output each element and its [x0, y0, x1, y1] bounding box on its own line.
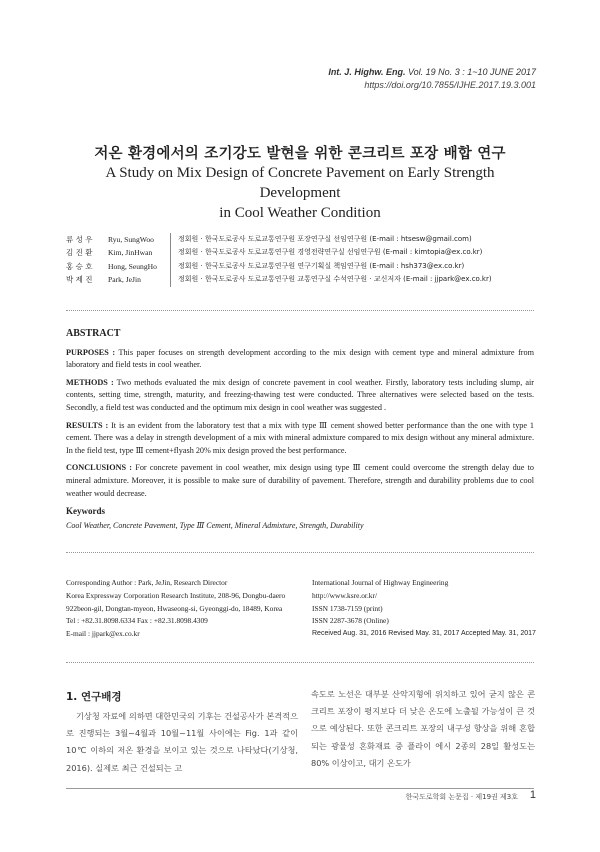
journal-info-line: ISSN 1738-7159 (print) — [312, 603, 383, 613]
author-name-ko: 류 성 우 — [66, 235, 93, 244]
body-column-right — [311, 686, 535, 772]
accepted-label: Accepted — [460, 630, 491, 638]
title-korean: 저온 환경에서의 조기강도 발현을 위한 콘크리트 포장 배합 연구 — [94, 146, 506, 162]
footer-rule — [66, 788, 534, 789]
body-paragraph: 기상청 자료에 의하면 대한민국의 기후는 건설공사가 본격적으로 진행되는 3월~4월과 10월~11월 사이에는 Fig. 1과 같이 10℃ 이하의 저온 환경을 보이고 있는 것으로 나타났다(기상청, 2016). 실제로 최근 건설되는 고 — [66, 711, 298, 773]
divider — [66, 310, 534, 311]
submission-dates — [312, 628, 542, 641]
title-english-line1: A Study on Mix Design of Concrete Pavement on Early Strength Development — [105, 165, 495, 201]
abstract-conclusions — [66, 462, 534, 500]
volume-info: Vol. 19 No. 3 : 1~10 JUNE 2017 — [408, 67, 536, 77]
author-name-ko: 김 진 환 — [66, 248, 93, 258]
received-date: Aug. 31, 2016 — [341, 630, 389, 638]
author-divider — [170, 260, 171, 273]
accepted-date: May. 31, 2017 — [490, 630, 536, 638]
revised-label: Revised — [388, 630, 414, 638]
abstract — [66, 328, 534, 532]
author-affiliation: 정회원 · 한국도로공사 도로교통연구원 교통연구실 수석연구원 · 교신저자 (E-mail : jjpark@ex.co.kr) — [178, 275, 492, 284]
author-divider — [170, 233, 171, 246]
purposes-text: This paper focuses on strength development according to the mix design with cement type and mineral admixture from laboratory and field tests in cool weather. — [66, 347, 534, 370]
divider — [66, 662, 534, 663]
author-name-en: Hong, SeungHo — [108, 261, 157, 271]
journal-name: Int. J. Highw. Eng. — [328, 67, 406, 77]
body-column-left — [66, 708, 298, 777]
corr-line: Korea Expressway Corporation Research Institute, 208-96, Dongbu-daero — [66, 590, 286, 600]
author-row — [66, 273, 546, 286]
body-paragraph: 속도로 노선은 대부분 산악지형에 위치하고 있어 굳지 않은 콘크리트 포장이 평지보다 더 낮은 온도에 노출될 가능성이 큰 것으로 예상된다. 또한 콘크리트 포장의 내구성 향상을 위해 혼합되는 광물성 혼화재료 중 플라이 에시 2종의 28일 활성도는 80% 이상이고, 대기 온도가 — [311, 689, 535, 768]
keywords-list: Cool Weather, Concrete Pavement, Type Ⅲ Cement, Mineral Admixture, Strength, Durability — [66, 520, 364, 530]
corr-email: E-mail : jjpark@ex.co.kr — [66, 629, 140, 639]
section-title: 1. 연구배경 — [66, 691, 122, 703]
journal-info-line: ISSN 2287-3678 (Online) — [312, 616, 389, 626]
author-divider — [170, 246, 171, 259]
author-name-en: Ryu, SungWoo — [108, 235, 154, 244]
author-name-ko: 홍 승 호 — [66, 261, 93, 271]
title-english — [80, 163, 520, 223]
corresponding-author — [66, 577, 302, 641]
conclusions-label: CONCLUSIONS : — [66, 463, 133, 473]
revised-date: May. 31, 2017 — [413, 630, 461, 638]
conclusions-text: For concrete pavement in cool weather, mix design using type Ⅲ cement could overcome the strength delay due to mineral admixture. Moreover, it is possible to make sure of durability of pavement. Therefore, strength and durability problems due to cool weather would decrease. — [66, 463, 534, 498]
footer-journal: 한국도로학회 논문집 · 제19권 제3호 — [405, 793, 518, 801]
author-list — [66, 233, 546, 287]
doi-link[interactable]: https://doi.org/10.7855/IJHE.2017.19.3.001 — [364, 80, 536, 90]
abstract-results — [66, 420, 534, 458]
author-row — [66, 233, 546, 246]
journal-info-line: International Journal of Highway Engineering — [312, 578, 449, 587]
corr-line: Corresponding Author : Park, JeJin, Research Director — [66, 578, 228, 587]
abstract-heading: ABSTRACT — [66, 328, 121, 339]
title-english-line2: in Cool Weather Condition — [219, 205, 381, 221]
author-affiliation: 정회원 · 한국도로공사 도로교통연구원 연구기획실 책임연구원 (E-mail : hsh373@ex.co.kr) — [178, 261, 465, 270]
corr-line: 922beon-gil, Dongtan-myeon, Hwaseong-si, Gyeonggi-do, 18489, Korea — [66, 603, 283, 613]
author-affiliation: 정회원 · 한국도로공사 도로교통연구원 경영전략연구실 선임연구원 (E-mail : kimtopia@ex.co.kr) — [178, 248, 483, 257]
author-name-ko: 박 제 진 — [66, 275, 93, 285]
corr-line: Tel : +82.31.8098.6334 Fax : +82.31.8098.4309 — [66, 616, 208, 626]
keywords-heading: Keywords — [66, 506, 105, 517]
methods-label: METHODS : — [66, 377, 114, 387]
journal-info — [312, 577, 542, 641]
author-divider — [170, 273, 171, 286]
author-row — [66, 260, 546, 273]
received-label: Received — [312, 630, 342, 638]
results-label: RESULTS : — [66, 420, 109, 430]
author-name-en: Park, JeJin — [108, 275, 141, 285]
methods-text: Two methods evaluated the mix design of concrete pavement in cool weather. Firstly, laboratory tests including slump, air contents, setting time, strength, maturity, and freezing-thawing test were conducted. Three alternatives were selected based on the tests. Secondly, a field test was conducted and the optimum mix design in cool weather was suggested . — [66, 377, 534, 412]
author-name-en: Kim, JinHwan — [108, 248, 153, 258]
journal-url[interactable]: http://www.ksre.or.kr/ — [312, 590, 378, 600]
page-number: 1 — [529, 789, 536, 801]
results-text: It is an evident from the laboratory test that a mix with type Ⅲ cement showed better performance than the one with type 1 cement. There was a delay in strength development of a mix with mineral admixture compared to mix design without any mineral admixture. In the field test, type Ⅲ cement+flyash 20% mix design proved the best performance. — [66, 420, 534, 455]
abstract-purposes — [66, 347, 534, 372]
purposes-label: PURPOSES : — [66, 347, 116, 357]
author-row — [66, 246, 546, 259]
author-affiliation: 정회원 · 한국도로공사 도로교통연구원 포장연구실 선임연구원 (E-mail : htsesw@gmail.com) — [178, 235, 472, 243]
journal-header — [328, 66, 536, 92]
divider — [66, 552, 534, 553]
abstract-methods — [66, 377, 534, 415]
